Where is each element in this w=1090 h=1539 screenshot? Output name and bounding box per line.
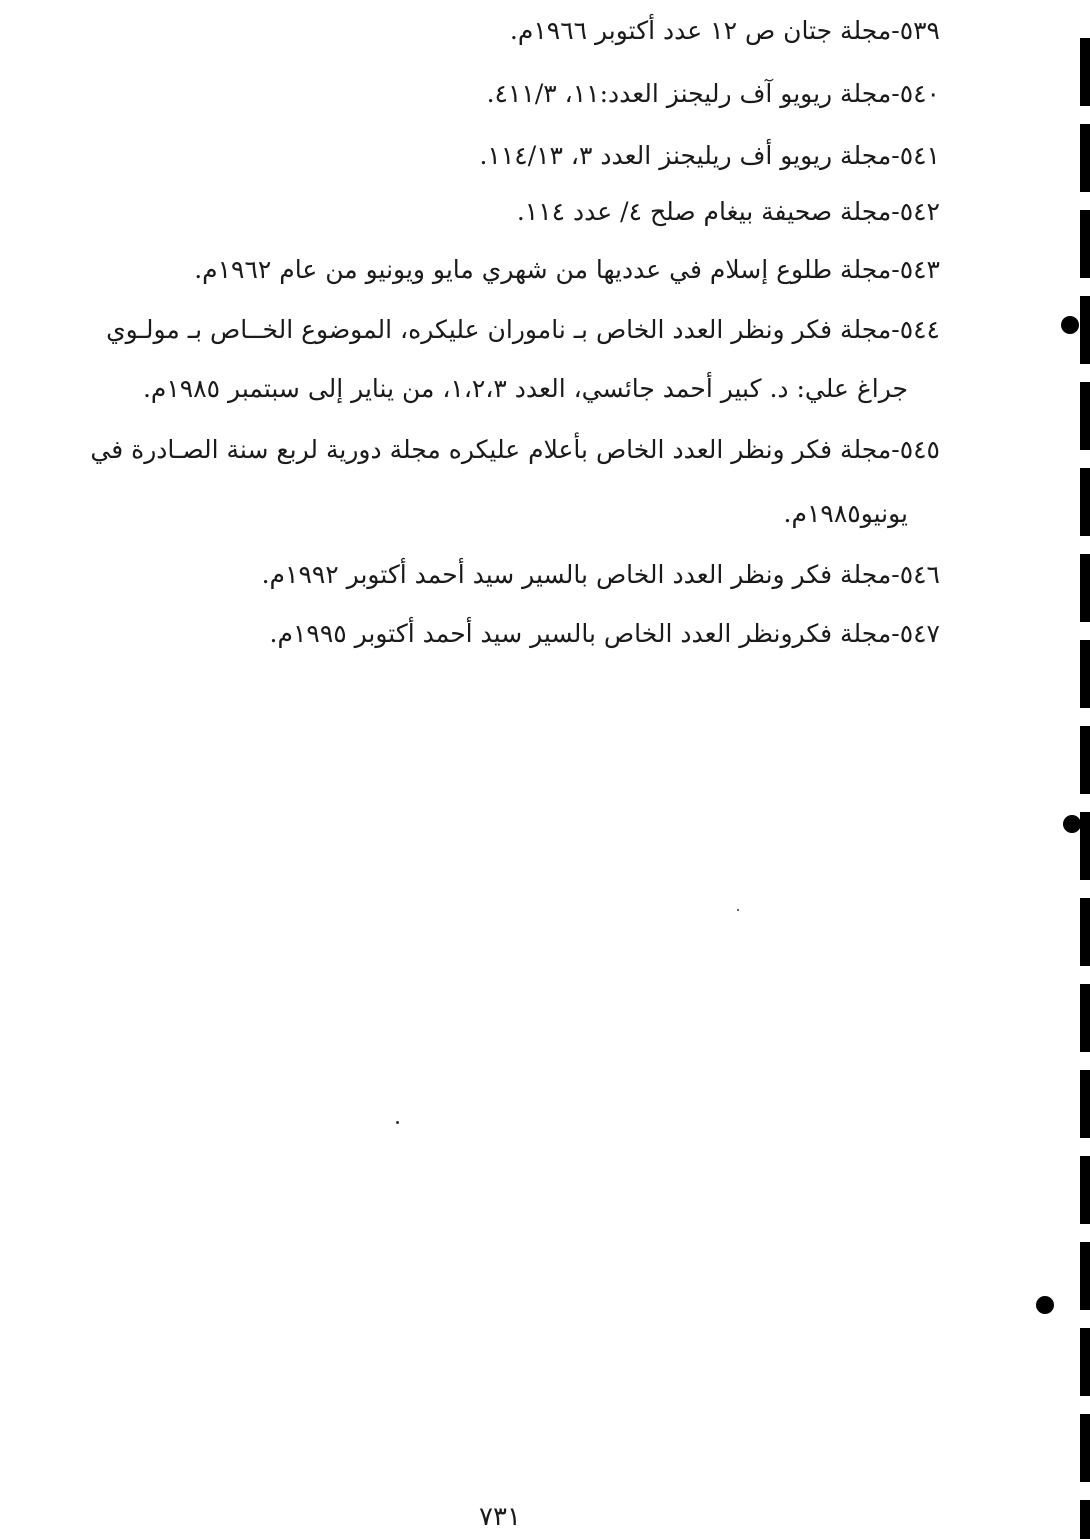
entry-543: ٥٤٣-مجلة طلوع إسلام في عدديها من شهري مايو ويونيو من عام ١٩٦٢م. — [194, 255, 940, 284]
entry-546: ٥٤٦-مجلة فكر ونظر العدد الخاص بالسير سيد أحمد أكتوبر ١٩٩٢م. — [261, 560, 940, 589]
binding-dot — [1036, 1296, 1054, 1314]
scan-speck — [737, 909, 739, 911]
binding-mark — [1080, 1242, 1090, 1310]
binding-mark — [1080, 898, 1090, 966]
binding-dot — [1063, 815, 1081, 833]
binding-mark — [1080, 640, 1090, 708]
page-number: ٧٣١ — [479, 1502, 521, 1532]
binding-mark — [1080, 1156, 1090, 1224]
entry-542: ٥٤٢-مجلة صحيفة بيغام صلح ٤/ عدد ١١٤. — [516, 197, 940, 226]
entry-541: ٥٤١-مجلة ريويو أف ريليجنز العدد ٣، ١١٤/١٣. — [479, 141, 940, 170]
binding-mark — [1080, 1070, 1090, 1138]
binding-dot — [1061, 316, 1079, 334]
binding-mark — [1080, 382, 1090, 450]
entry-539: ٥٣٩-مجلة جتان ص ١٢ عدد أكتوبر ١٩٦٦م. — [509, 16, 940, 45]
entry-547: ٥٤٧-مجلة فكرونظر العدد الخاص بالسير سيد أحمد أكتوبر ١٩٩٥م. — [269, 619, 940, 648]
binding-mark — [1080, 726, 1090, 794]
binding-mark — [1080, 812, 1090, 880]
binding-mark — [1080, 554, 1090, 622]
entry-544-continuation: جراغ علي: د. كبير أحمد جائسي، العدد ١،٢،٣، من يناير إلى سبتمبر ١٩٨٥م. — [142, 374, 908, 403]
binding-mark — [1080, 124, 1090, 192]
binding-mark — [1080, 1414, 1090, 1482]
binding-mark — [1080, 984, 1090, 1052]
binding-mark — [1080, 38, 1090, 106]
entry-540: ٥٤٠-مجلة ريويو آف رليجنز العدد:١١، ٤١١/٣. — [486, 79, 940, 108]
entry-544: ٥٤٤-مجلة فكر ونظر العدد الخاص بـ ناموران عليكره، الموضوع الخــاص بـ مولـوي — [106, 315, 940, 344]
binding-mark — [1080, 210, 1090, 278]
binding-mark — [1080, 1500, 1090, 1539]
entry-545-continuation: يونيو١٩٨٥م. — [783, 499, 908, 528]
entry-545: ٥٤٥-مجلة فكر ونظر العدد الخاص بأعلام عليكره مجلة دورية لربع سنة الصـادرة في — [90, 435, 940, 464]
binding-mark — [1080, 296, 1090, 364]
scan-speck — [396, 1121, 399, 1124]
binding-mark — [1080, 468, 1090, 536]
binding-mark — [1080, 1328, 1090, 1396]
